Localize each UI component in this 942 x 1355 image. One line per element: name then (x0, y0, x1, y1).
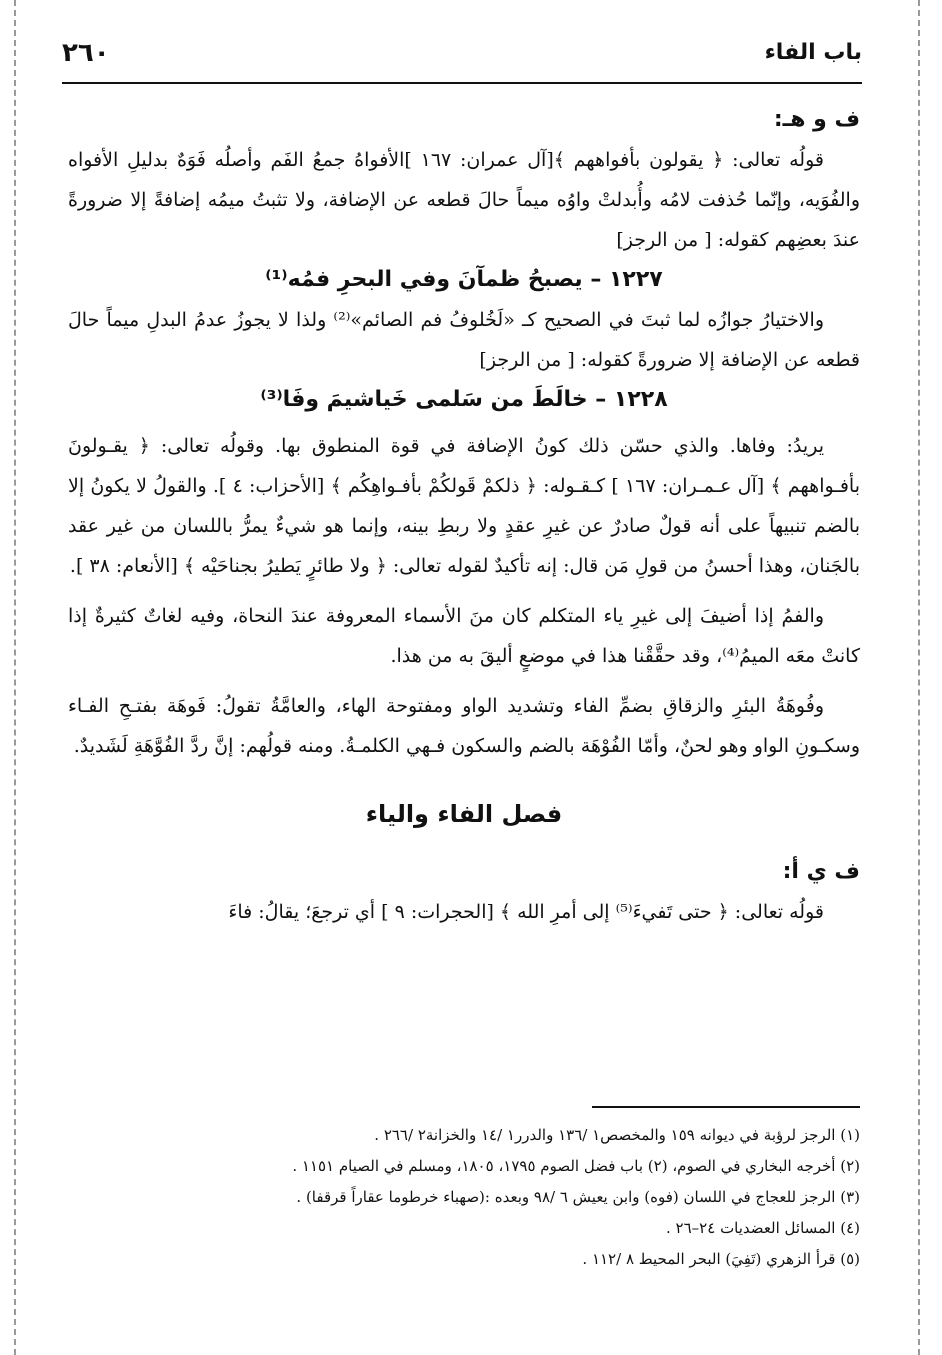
chapter-title: باب الفاء (764, 40, 862, 65)
paragraph: والفمُ إذا أضيفَ إلى غيرِ ياء المتكلم كان منَ الأسماء المعروفة عندَ النحاة، وفيه لغاتٌ كثيرةٌ إذا كانتْ معَه الميمُ⁽⁴⁾، وقد حقَّقْنا هذا في موضعٍ أليقَ به من هذا. (68, 605, 860, 667)
header-rule (62, 82, 862, 84)
section-title: فصل الفاء والياء (365, 800, 563, 828)
footnotes (68, 1120, 860, 1275)
paragraph: يريدُ: وفاها. والذي حسّن ذلك كونُ الإضافة في قوة المنطوق بها. وقولُه تعالى: ﴿ يقـولونَ بأفـواههم ﴾ [آل عـمـران: ١٦٧ ] كـقـوله: ﴿ ذلكمْ قَولكُمْ بأفـواهِكُم ﴾ [الأحزاب: ٤ ]. والقولُ لا يكونُ إلا بالضم تنبيهاً على أنه قولٌ صادرٌ عن غيرِ عقدٍ ولا ربطِ بينه، وإنما هو شيءٌ يمرُّ باللسان من غير عقد بالجَنان، وهذا أحسنُ من قولِ مَن قال: إنه تأكيدٌ لقوله تعالى: ﴿ ولا طائرٍ يَطيرُ بجناحَيْه ﴾ [الأنعام: ٣٨ ]. (68, 435, 861, 577)
footnote: (١) الرجز لرؤبة في ديوانه ١٥٩ والمخصص١ /١٣٦ والدرر١ /١٤ والخزانة٢ /٢٦٦ . (374, 1126, 860, 1144)
page-edge-line-right (918, 0, 920, 1355)
paragraph: وفُوهَةُ البئرِ والزقاقِ بضمِّ الفاء وتشديد الواو ومفتوحة الهاء، والعامَّةُ تقولُ: فَوهَة بفتـحِ الفـاء وسكـونِ الواو وهو لحنٌ، وأمّا الفُوْهَة بالضم والسكون فـهي الكلمـةُ. ومنه قولُهم: إنَّ ردَّ الفُوَّهَةِ لَشَديدٌ. (68, 695, 860, 757)
root-heading: ف و هـ: (773, 107, 860, 132)
footnote: (٥) قرأ الزهري (تَفِيَ) البحر المحيط ٨ /١١٢ . (582, 1250, 860, 1268)
verse-line: ١٢٢٧ – يصبحُ ظمآنَ وفي البحرِ فمُه⁽¹⁾ (265, 267, 663, 292)
root-heading: ف ي أ: (782, 859, 860, 884)
footnote: (٢) أخرجه البخاري في الصوم، (٢) باب فضل الصوم ١٧٩٥، ١٨٠٥، ومسلم في الصيام ١١٥١ . (292, 1157, 860, 1175)
paragraph: قولُه تعالى: ﴿ يقولون بأفواههم ﴾[آل عمران: ١٦٧ ]الأفواهُ جمعُ الفَم وأصلُه فَوَهٌ بدليلِ الأفواه والفُوَيه، وإنّما حُذفت لامُه وأُبدلتْ واوُه ميماً حالَ قطعه عن الإضافة، ولا تثبتُ ميمُه إضافةً إلا ضرورةً عندَ بعضِهم كقوله: [ من الرجز] (68, 149, 860, 251)
page-number: ٢٦٠ (62, 38, 110, 68)
footnote: (٤) المسائل العضديات ٢٤–٢٦ . (666, 1219, 860, 1237)
page-body (68, 100, 860, 932)
footnote: (٣) الرجز للعجاج في اللسان (فوه) وابن يعيش ٦ /٩٨ وبعده :(صهباء خرطوما عقاراً قرقفا) . (296, 1188, 860, 1206)
paragraph: قولُه تعالى: ﴿ حتى تَفيءَ⁽⁵⁾ إلى أمرِ الله ﴾ [الحجرات: ٩ ] أي ترجعَ؛ يقالُ: فاءَ (228, 901, 824, 923)
page-header (62, 38, 862, 82)
verse-line: ١٢٢٨ – خالَطَ من سَلمى خَياشيمَ وفَا⁽³⁾ (260, 387, 668, 412)
footnote-rule (592, 1106, 860, 1108)
paragraph: والاختيارُ جوازُه لما ثبتَ في الصحيح كـ «لَخُلوفُ فم الصائم»⁽²⁾ ولذا لا يجوزُ عدمُ البدلِ ميماً حالَ قطعه عن الإضافة إلا ضرورةً كقوله: [ من الرجز] (68, 309, 860, 371)
page-edge-line-left (14, 0, 16, 1355)
